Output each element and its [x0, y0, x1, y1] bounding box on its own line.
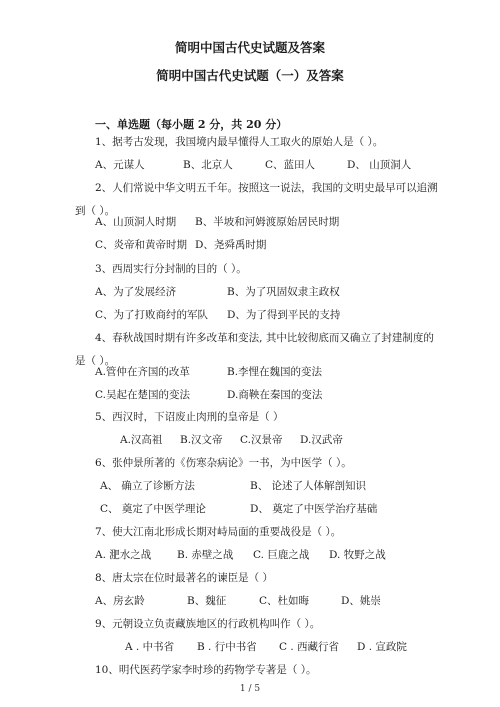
question-6-options: [100, 475, 430, 521]
question-stem: 2、人们常说中华文明五千年。按照这一说法，我国的文明史最早可以追溯: [95, 182, 438, 194]
option-b: B.李悝在魏国的变法: [227, 366, 323, 378]
question-5-options: [120, 429, 450, 452]
question-2-options: [95, 211, 425, 257]
option-b: B、半坡和河姆渡原始居民时期: [195, 216, 340, 228]
option-b: B、 论述了人体解剖知识: [250, 480, 367, 492]
question-4-options: [95, 361, 425, 407]
question-3: [95, 258, 425, 281]
question-7: [95, 521, 425, 544]
option-c: C.汉景帝: [240, 434, 283, 446]
option-a: A、山顶洞人时期: [95, 216, 177, 228]
question-stem: 3、西周实行分封制的目的（ ）。: [95, 263, 247, 275]
question-3-options: [95, 281, 425, 327]
question-stem: 6、张仲景所著的《伤寒杂病论》一书，为中医学（ ）。: [95, 457, 352, 469]
option-d: D、尧舜禹时期: [195, 239, 267, 251]
question-stem: 9、元朝设立负责藏族地区的行政机构叫作（ ）。: [95, 618, 321, 630]
option-c: C、杜如晦: [259, 595, 310, 607]
question-1-options: [95, 154, 425, 177]
question-8-options: [95, 590, 425, 613]
option-b: B. 赤壁之战: [177, 549, 234, 561]
option-b: B、魏征: [187, 595, 227, 607]
option-c: C.吴起在楚国的变法: [95, 389, 190, 401]
option-a: A、为了发展经济: [95, 286, 177, 298]
option-c: C . 西藏行省: [279, 641, 340, 653]
option-c: C、炎帝和黄帝时期: [95, 239, 188, 251]
question-stem: 5、西汉时，下诏废止肉刑的皇帝是（ ）: [95, 411, 284, 423]
question-stem: 1、据考古发现，我国境内最早懂得人工取火的原始人是（ ）。: [95, 136, 384, 148]
option-d: D.商鞅在秦国的变法: [227, 389, 323, 401]
question-8: [95, 567, 425, 590]
option-d: D、 奠定了中医学治疗基础: [250, 503, 378, 515]
document-subtitle: 简明中国古代史试题（一）及答案: [156, 68, 344, 83]
question-9-options: [125, 636, 455, 659]
option-c: C、 奠定了中医学理论: [100, 503, 206, 515]
option-b: B.汉文帝: [180, 434, 223, 446]
option-b: B、为了巩固奴隶主政权: [227, 286, 340, 298]
question-stem-continued: 到（ ）。: [75, 205, 116, 217]
section-heading: 一、单选题（每小题 2 分，共 20 分）: [95, 118, 288, 131]
option-d: D.汉武帝: [300, 434, 343, 446]
question-stem-continued: 是（ ）。: [75, 355, 116, 367]
option-b: B . 行中书省: [197, 641, 257, 653]
option-d: D、 山顶洞人: [347, 159, 412, 171]
option-a: A、元谋人: [95, 159, 145, 171]
question-9: [95, 613, 425, 636]
page-number: 1 / 5: [239, 684, 261, 694]
question-stem: 4、春秋战国时期有许多改革和变法, 其中比较彻底而又确立了封建制度的: [95, 332, 434, 344]
question-1: [95, 131, 425, 154]
question-stem: 8、唐太宗在位时最著名的谏臣是（ ）: [95, 572, 274, 584]
question-10: [95, 659, 425, 682]
question-5: [95, 406, 425, 429]
option-a: A . 中书省: [125, 641, 175, 653]
option-a: A.汉高祖: [120, 434, 163, 446]
option-d: D. 牧野之战: [329, 549, 386, 561]
question-6: [95, 452, 425, 475]
option-a: A. 淝水之战: [95, 549, 152, 561]
option-b: B、北京人: [183, 159, 233, 171]
question-7-options: [95, 544, 425, 567]
option-d: D、姚崇: [341, 595, 381, 607]
option-a: A、 确立了诊断方法: [100, 480, 195, 492]
option-d: D . 宣政院: [357, 641, 407, 653]
option-c: C. 巨鹿之战: [253, 549, 310, 561]
option-a: A.管仲在齐国的改革: [95, 366, 190, 378]
option-a: A、房玄龄: [95, 595, 145, 607]
question-stem: 10、明代医药学家李时珍的药物学专著是（ ）。: [95, 664, 317, 676]
option-c: C、为了打败商纣的军队: [95, 309, 209, 321]
question-stem: 7、使大江南北形成长期对峙局面的重要战役是（ ）。: [95, 526, 342, 538]
option-d: D、为了得到平民的支持: [227, 309, 341, 321]
option-c: C、蓝田人: [265, 159, 316, 171]
document-title: 简明中国古代史试题及答案: [174, 40, 325, 55]
